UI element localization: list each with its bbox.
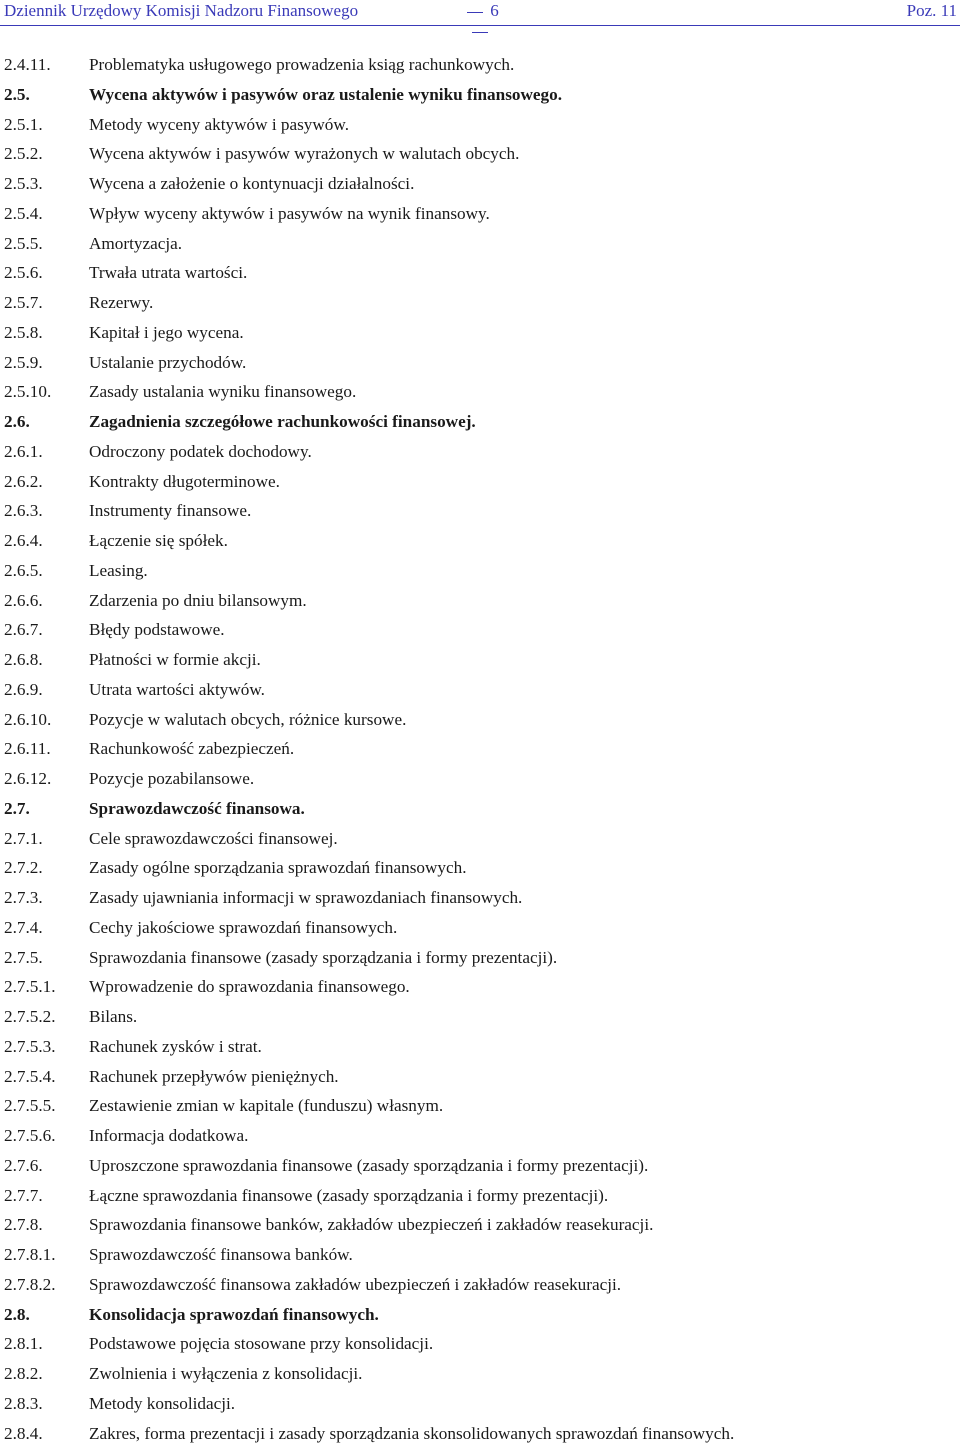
- toc-item: [0, 556, 960, 586]
- toc-item-title: Zasady ujawniania informacji w sprawozdaniach finansowych.: [89, 883, 522, 913]
- toc-item: [0, 615, 960, 645]
- toc-item-title: Odroczony podatek dochodowy.: [89, 437, 312, 467]
- toc-item-title: Cele sprawozdawczości finansowej.: [89, 824, 338, 854]
- toc-item-number: 2.7.5.6.: [4, 1121, 56, 1151]
- toc-item-number: 2.5.5.: [4, 229, 43, 259]
- toc-item: [0, 1181, 960, 1211]
- journal-title: Dziennik Urzędowy Komisji Nadzoru Finansowego: [4, 1, 358, 21]
- toc-item: [0, 437, 960, 467]
- toc-item-title: Błędy podstawowe.: [89, 615, 225, 645]
- toc-item-number: 2.7.5.1.: [4, 972, 56, 1002]
- toc-item-title: Pozycje pozabilansowe.: [89, 764, 254, 794]
- toc-item-number: 2.6.11.: [4, 734, 51, 764]
- toc-item: [0, 943, 960, 973]
- toc-item-title: Utrata wartości aktywów.: [89, 675, 265, 705]
- toc-item-number: 2.7.2.: [4, 853, 43, 883]
- toc-item-title: Informacja dodatkowa.: [89, 1121, 248, 1151]
- toc-item-number: 2.5.3.: [4, 169, 43, 199]
- toc-item-number: 2.7.1.: [4, 824, 43, 854]
- toc-item-title: Metody konsolidacji.: [89, 1389, 235, 1419]
- toc-item-number: 2.6.5.: [4, 556, 43, 586]
- toc-item: [0, 824, 960, 854]
- page-number: [447, 1, 512, 41]
- toc-item-title: Sprawozdawczość finansowa.: [89, 794, 305, 824]
- toc-item-title: Problematyka usługowego prowadzenia ksiąg rachunkowych.: [89, 50, 514, 80]
- toc-item: [0, 377, 960, 407]
- toc-item: [0, 1062, 960, 1092]
- toc-item: [0, 229, 960, 259]
- toc-item: [0, 705, 960, 735]
- toc-item: [0, 110, 960, 140]
- toc-section-heading: [0, 407, 960, 437]
- toc-item-title: Wycena aktywów i pasywów oraz ustalenie wyniku finansowego.: [89, 80, 562, 110]
- toc-item-number: 2.5.: [4, 80, 30, 110]
- toc-item: [0, 139, 960, 169]
- toc-item-number: 2.6.9.: [4, 675, 43, 705]
- toc-item: [0, 1002, 960, 1032]
- toc-item-title: Trwała utrata wartości.: [89, 258, 247, 288]
- toc-item-number: 2.7.8.: [4, 1210, 43, 1240]
- toc-item-title: Łączne sprawozdania finansowe (zasady sporządzania i formy prezentacji).: [89, 1181, 608, 1211]
- toc-item: [0, 467, 960, 497]
- toc-item-number: 2.8.: [4, 1300, 30, 1330]
- toc-item-title: Wpływ wyceny aktywów i pasywów na wynik finansowy.: [89, 199, 490, 229]
- toc-item: [0, 318, 960, 348]
- toc-item-title: Płatności w formie akcji.: [89, 645, 261, 675]
- toc-item-number: 2.6.3.: [4, 496, 43, 526]
- toc-item-title: Metody wyceny aktywów i pasywów.: [89, 110, 349, 140]
- toc-section-heading: [0, 1300, 960, 1330]
- toc-item-number: 2.7.4.: [4, 913, 43, 943]
- page-number-dash-right: [472, 32, 488, 33]
- toc-item: [0, 50, 960, 80]
- toc-item: [0, 1240, 960, 1270]
- page-number-value: 6: [490, 1, 499, 20]
- toc-item-title: Sprawozdawczość finansowa zakładów ubezpieczeń i zakładów reasekuracji.: [89, 1270, 621, 1300]
- toc-item-number: 2.7.5.5.: [4, 1091, 56, 1121]
- toc-item-number: 2.8.3.: [4, 1389, 43, 1419]
- toc-item-title: Rezerwy.: [89, 288, 153, 318]
- toc-item-title: Podstawowe pojęcia stosowane przy konsolidacji.: [89, 1329, 433, 1359]
- toc-item-title: Wprowadzenie do sprawozdania finansowego.: [89, 972, 410, 1002]
- toc-item-title: Cechy jakościowe sprawozdań finansowych.: [89, 913, 397, 943]
- toc-item-number: 2.7.5.3.: [4, 1032, 56, 1062]
- position-label: Poz. 11: [907, 1, 957, 21]
- toc-item-title: Zestawienie zmian w kapitale (funduszu) własnym.: [89, 1091, 443, 1121]
- toc-item-number: 2.6.4.: [4, 526, 43, 556]
- toc-item: [0, 883, 960, 913]
- toc-item: [0, 496, 960, 526]
- toc-item-title: Rachunek przepływów pieniężnych.: [89, 1062, 339, 1092]
- toc-item-number: 2.7.8.1.: [4, 1240, 56, 1270]
- toc-item-title: Pozycje w walutach obcych, różnice kursowe.: [89, 705, 406, 735]
- toc-item-number: 2.5.7.: [4, 288, 43, 318]
- toc-item: [0, 1210, 960, 1240]
- toc-item-title: Ustalanie przychodów.: [89, 348, 246, 378]
- toc-item-title: Zwolnienia i wyłączenia z konsolidacji.: [89, 1359, 362, 1389]
- toc-item: [0, 1091, 960, 1121]
- toc-item: [0, 526, 960, 556]
- toc-item-number: 2.7.5.2.: [4, 1002, 56, 1032]
- toc-item-number: 2.5.2.: [4, 139, 43, 169]
- toc-item-title: Rachunek zysków i strat.: [89, 1032, 262, 1062]
- toc-item-number: 2.8.1.: [4, 1329, 43, 1359]
- toc-item-number: 2.7.5.: [4, 943, 43, 973]
- toc-item-number: 2.7.: [4, 794, 30, 824]
- toc-item-title: Kapitał i jego wycena.: [89, 318, 244, 348]
- toc-item-title: Amortyzacja.: [89, 229, 182, 259]
- toc-item-number: 2.5.9.: [4, 348, 43, 378]
- header-rule: [0, 25, 960, 26]
- page-number-dash-left: [467, 12, 483, 13]
- toc-item-number: 2.4.11.: [4, 50, 51, 80]
- toc-item: [0, 288, 960, 318]
- toc-item-title: Zasady ustalania wyniku finansowego.: [89, 377, 356, 407]
- toc-item: [0, 913, 960, 943]
- toc-item: [0, 1389, 960, 1419]
- toc-item-title: Uproszczone sprawozdania finansowe (zasady sporządzania i formy prezentacji).: [89, 1151, 648, 1181]
- toc-item-number: 2.5.4.: [4, 199, 43, 229]
- toc-item-title: Rachunkowość zabezpieczeń.: [89, 734, 294, 764]
- toc-item-title: Wycena a założenie o kontynuacji działalności.: [89, 169, 414, 199]
- toc-item: [0, 764, 960, 794]
- toc-item: [0, 1032, 960, 1062]
- toc-item-title: Leasing.: [89, 556, 148, 586]
- toc-item: [0, 675, 960, 705]
- toc-item-number: 2.7.7.: [4, 1181, 43, 1211]
- toc-item-title: Zagadnienia szczegółowe rachunkowości finansowej.: [89, 407, 476, 437]
- toc-item-title: Zasady ogólne sporządzania sprawozdań finansowych.: [89, 853, 467, 883]
- toc-item: [0, 1359, 960, 1389]
- toc-item: [0, 734, 960, 764]
- toc-item-title: Kontrakty długoterminowe.: [89, 467, 280, 497]
- toc-item-title: Instrumenty finansowe.: [89, 496, 251, 526]
- toc-item-number: 2.6.7.: [4, 615, 43, 645]
- toc-item-number: 2.5.1.: [4, 110, 43, 140]
- toc-item: [0, 199, 960, 229]
- toc-item: [0, 586, 960, 616]
- toc-item-number: 2.5.6.: [4, 258, 43, 288]
- toc-item: [0, 1270, 960, 1300]
- toc-item-title: Wycena aktywów i pasywów wyrażonych w walutach obcych.: [89, 139, 519, 169]
- toc-item-number: 2.7.5.4.: [4, 1062, 56, 1092]
- toc-item: [0, 1151, 960, 1181]
- toc-item-title: Sprawozdania finansowe (zasady sporządzania i formy prezentacji).: [89, 943, 557, 973]
- toc-item: [0, 972, 960, 1002]
- toc-item-number: 2.6.1.: [4, 437, 43, 467]
- toc-item: [0, 645, 960, 675]
- toc-item-number: 2.6.: [4, 407, 30, 437]
- toc-item-number: 2.6.6.: [4, 586, 43, 616]
- table-of-contents: [0, 50, 960, 1448]
- toc-item-number: 2.6.8.: [4, 645, 43, 675]
- toc-section-heading: [0, 80, 960, 110]
- toc-item-number: 2.5.10.: [4, 377, 51, 407]
- toc-item-number: 2.6.10.: [4, 705, 51, 735]
- toc-item: [0, 853, 960, 883]
- toc-item-number: 2.5.8.: [4, 318, 43, 348]
- toc-item: [0, 1329, 960, 1359]
- toc-item-number: 2.6.2.: [4, 467, 43, 497]
- toc-item-title: Zakres, forma prezentacji i zasady sporządzania skonsolidowanych sprawozdań finansowych.: [89, 1419, 734, 1448]
- toc-item: [0, 348, 960, 378]
- toc-item-title: Sprawozdania finansowe banków, zakładów ubezpieczeń i zakładów reasekuracji.: [89, 1210, 653, 1240]
- toc-item: [0, 258, 960, 288]
- toc-item-title: Konsolidacja sprawozdań finansowych.: [89, 1300, 379, 1330]
- toc-item-number: 2.8.4.: [4, 1419, 43, 1448]
- toc-item: [0, 1121, 960, 1151]
- toc-item: [0, 1419, 960, 1448]
- toc-item-number: 2.7.3.: [4, 883, 43, 913]
- toc-item: [0, 169, 960, 199]
- toc-item-number: 2.7.8.2.: [4, 1270, 56, 1300]
- toc-item-title: Zdarzenia po dniu bilansowym.: [89, 586, 307, 616]
- toc-section-heading: [0, 794, 960, 824]
- toc-item-title: Bilans.: [89, 1002, 137, 1032]
- toc-item-number: 2.8.2.: [4, 1359, 43, 1389]
- toc-item-number: 2.6.12.: [4, 764, 51, 794]
- toc-item-title: Łączenie się spółek.: [89, 526, 228, 556]
- toc-item-title: Sprawozdawczość finansowa banków.: [89, 1240, 353, 1270]
- toc-item-number: 2.7.6.: [4, 1151, 43, 1181]
